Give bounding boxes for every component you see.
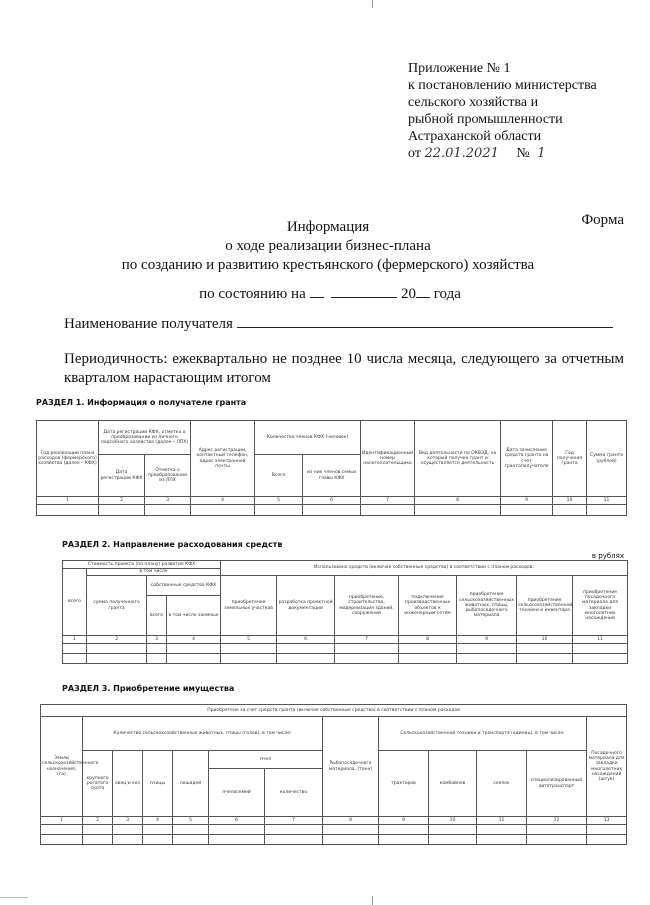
column-number-cell: 11 <box>573 636 628 644</box>
s3-number-row <box>41 817 627 825</box>
data-cell[interactable] <box>429 825 477 835</box>
annex-line: сельского хозяйства и <box>408 95 539 110</box>
column-number-cell: 5 <box>173 817 209 825</box>
data-cell[interactable] <box>209 835 265 845</box>
s1-head-year: Год реализации плана расходов (фермерского) хозяйства (далее – КФХ) <box>37 421 99 497</box>
data-cell[interactable] <box>587 825 627 835</box>
data-cell[interactable] <box>113 835 143 845</box>
column-number-cell: 11 <box>477 817 527 825</box>
data-cell[interactable] <box>143 835 173 845</box>
s1-head-grant-sum: Сумма гранта (рублей) <box>587 421 627 497</box>
s1-head-registration: Дата регистрации КФХ, отметка о преобразовании из личного подсобного хозяйства (далее – ЛПХ) <box>99 421 191 455</box>
column-number-cell: 8 <box>323 817 379 825</box>
handwritten-date: 22.01.2021 <box>424 146 499 161</box>
column-number-cell: 4 <box>143 817 173 825</box>
s2-head-animals: приобретение сельскохозяйственных животных, птицы, рыбопосадочного материала <box>457 576 517 636</box>
recipient-label: Наименование получателя <box>64 316 233 332</box>
scan-mark <box>0 897 28 898</box>
data-cell[interactable] <box>83 825 113 835</box>
as-of-suffix: года <box>433 286 461 302</box>
s3-head-fish: Рыбопосадочного материала, (тонн) <box>323 717 379 817</box>
column-number-cell: 9 <box>457 636 517 644</box>
s3-head-top: Приобретено за счет средств гранта (включая собственные средства) в соответствии с планом расходов <box>41 705 627 717</box>
s1-head-reg-date: Дата регистрации КФХ <box>99 455 145 497</box>
data-cell[interactable] <box>527 835 587 845</box>
column-number-cell: 2 <box>99 497 145 505</box>
column-number-cell: 5 <box>255 497 303 505</box>
title-line: о ходе реализации бизнес-плана <box>225 238 431 254</box>
section1-title: РАЗДЕЛ 1. Информация о получателе гранта <box>36 398 247 407</box>
data-cell[interactable] <box>553 505 587 516</box>
column-number-cell: 3 <box>145 497 191 505</box>
column-number-cell: 9 <box>501 497 553 505</box>
annex-line: рыбной промышленности <box>408 112 563 127</box>
s3-data-row <box>41 825 627 835</box>
column-number-cell: 8 <box>399 636 457 644</box>
s1-head-grant-year: Год получения гранта <box>553 421 587 497</box>
data-cell[interactable] <box>87 644 147 654</box>
section2-title: РАЗДЕЛ 2. Направление расходования средств <box>62 540 283 549</box>
annex-line: к постановлению министерства <box>408 78 597 93</box>
data-cell[interactable] <box>167 654 221 664</box>
column-number-cell: 1 <box>41 817 83 825</box>
form-label: Форма <box>581 212 624 228</box>
section2-unit: в рублях <box>591 552 624 560</box>
data-cell[interactable] <box>147 654 167 664</box>
data-cell[interactable] <box>399 654 457 664</box>
s1-head-lph-mark: Отметка о преобразовании из ЛПХ <box>145 455 191 497</box>
column-number-cell: 2 <box>87 636 147 644</box>
data-cell[interactable] <box>527 825 587 835</box>
data-cell[interactable] <box>63 644 87 654</box>
s2-head-land: приобретение земельных участков <box>221 576 277 636</box>
section2-table <box>62 560 628 664</box>
as-of-year: 20 <box>401 286 416 302</box>
column-number-cell: 5 <box>221 636 277 644</box>
column-number-cell: 1 <box>37 497 99 505</box>
data-cell[interactable] <box>587 835 627 845</box>
column-number-cell: 1 <box>63 636 87 644</box>
s2-head-own-loans: в том числе заемные <box>167 596 221 636</box>
periodicity-text: Периодичность: ежеквартально не позднее 10 числа месяца, следующего за отчетным кварталом нарастающим итогом <box>64 351 624 386</box>
s3-head-cattle: крупного рогатого скота <box>83 751 113 817</box>
scan-mark <box>372 0 373 8</box>
s2-head-machinery: приобретение сельскохозяйственной техники и инвентаря <box>517 576 573 636</box>
data-cell[interactable] <box>429 835 477 845</box>
handwritten-number: 1 <box>537 146 546 161</box>
s2-data-row <box>63 644 628 654</box>
s3-head-combines: комбайнов <box>429 751 477 817</box>
data-cell[interactable] <box>221 644 277 654</box>
s1-head-address: Адрес регистрации, контактный телефон, адрес электронной почты <box>191 421 255 497</box>
s3-data-row <box>41 835 627 845</box>
data-cell[interactable] <box>265 825 323 835</box>
data-cell[interactable] <box>477 835 527 845</box>
number-prefix: № <box>516 146 530 161</box>
column-number-cell: 4 <box>191 497 255 505</box>
s2-head-design: разработка проектной документации <box>277 576 335 636</box>
data-cell[interactable] <box>457 644 517 654</box>
column-number-cell: 10 <box>553 497 587 505</box>
data-cell[interactable] <box>477 825 527 835</box>
s3-head-machinery: Сельскохозяйственной техники и транспорта (единиц), в том числе: <box>379 717 587 751</box>
column-number-cell: 2 <box>83 817 113 825</box>
data-cell[interactable] <box>335 654 399 664</box>
data-cell[interactable] <box>41 825 83 835</box>
s2-head-buildings: приобретение, строительство, модернизация зданий, сооружений <box>335 576 399 636</box>
data-cell[interactable] <box>265 835 323 845</box>
s3-head-tractors: тракторов <box>379 751 429 817</box>
data-cell[interactable] <box>191 505 255 516</box>
data-cell[interactable] <box>379 825 429 835</box>
data-cell[interactable] <box>303 505 361 516</box>
s1-head-okved: Вид деятельности по ОКВЭД, на который получен грант и осуществляется деятельность <box>415 421 501 497</box>
s3-head-horses: лошадей <box>173 751 209 817</box>
annex-date-line <box>408 145 597 162</box>
data-cell[interactable] <box>255 505 303 516</box>
column-number-cell: 13 <box>587 817 627 825</box>
data-cell[interactable] <box>517 654 573 664</box>
annex-line: Астраханской области <box>408 129 542 144</box>
data-cell[interactable] <box>173 825 209 835</box>
annex-block <box>408 60 597 162</box>
s3-head-special: специализированный автотранспорт <box>527 751 587 817</box>
title-line: Информация <box>286 219 370 235</box>
month-blank[interactable] <box>331 297 397 298</box>
s2-head-cost: Стоимость проекта (по плану) развития КФХ <box>63 561 221 569</box>
column-number-cell: 11 <box>587 497 627 505</box>
column-number-cell: 7 <box>361 497 415 505</box>
date-prefix: от <box>408 146 421 161</box>
data-cell[interactable] <box>147 644 167 654</box>
column-number-cell: 7 <box>335 636 399 644</box>
section3-title: РАЗДЕЛ 3. Приобретение имущества <box>62 684 235 693</box>
data-cell[interactable] <box>37 505 99 516</box>
data-cell[interactable] <box>323 835 379 845</box>
data-cell[interactable] <box>277 644 335 654</box>
data-cell[interactable] <box>501 505 553 516</box>
s1-head-members: Количество членов КФХ (человек) <box>255 421 361 455</box>
data-cell[interactable] <box>573 654 628 664</box>
data-cell[interactable] <box>379 835 429 845</box>
annex-line: Приложение № 1 <box>408 61 511 76</box>
column-number-cell: 10 <box>517 636 573 644</box>
data-cell[interactable] <box>573 644 628 654</box>
s1-head-inn: Идентификационный номер налогоплательщика <box>361 421 415 497</box>
s3-head-plants: Посадочного материала для закладки многолетних насаждений (штук) <box>587 717 627 817</box>
scan-mark <box>372 896 373 905</box>
s3-head-bees: пчел <box>209 751 323 769</box>
data-cell[interactable] <box>335 644 399 654</box>
day-blank[interactable] <box>310 297 324 298</box>
recipient-line <box>64 316 613 333</box>
s1-head-total: Всего <box>255 455 303 497</box>
s2-head-own-total: всего <box>147 596 167 636</box>
s3-head-beecount: количество <box>265 769 323 817</box>
title-line: по созданию и развитию крестьянского (фермерского) хозяйства <box>121 257 535 273</box>
data-cell[interactable] <box>457 654 517 664</box>
data-cell[interactable] <box>173 835 209 845</box>
s1-head-date-credit: Дата зачисления средств гранта на счет грантополучателя <box>501 421 553 497</box>
column-number-cell: 6 <box>209 817 265 825</box>
data-cell[interactable] <box>87 654 147 664</box>
s2-head-grant: сумма полученного гранта <box>87 576 147 636</box>
s2-head-incl: в том числе <box>87 569 221 576</box>
s2-head-networks: подключение производственных объектов к инженерным сетям <box>399 576 457 636</box>
column-number-cell: 6 <box>303 497 361 505</box>
section1-table <box>36 420 627 516</box>
s2-head-used: Использовано средств (включая собственные средства) в соответствии с планом расходов: <box>221 561 628 576</box>
data-cell[interactable] <box>209 825 265 835</box>
data-cell[interactable] <box>83 835 113 845</box>
column-number-cell: 8 <box>415 497 501 505</box>
section3-table <box>40 704 627 845</box>
column-number-cell: 3 <box>147 636 167 644</box>
year-blank[interactable] <box>416 297 430 298</box>
s2-head-own: собственные средства КФХ <box>147 576 221 596</box>
s3-head-beecolonies: пчелосемей <box>209 769 265 817</box>
as-of-prefix: по состоянию на <box>199 286 306 302</box>
s2-head-plants: приобретение посадочного материала для закладки многолетних насаждений <box>573 576 628 636</box>
data-cell[interactable] <box>415 505 501 516</box>
data-cell[interactable] <box>113 825 143 835</box>
data-cell[interactable] <box>167 644 221 654</box>
s1-data-row <box>37 505 627 516</box>
data-cell[interactable] <box>221 654 277 664</box>
document-title <box>8 218 648 275</box>
column-number-cell: 7 <box>265 817 323 825</box>
s2-data-row <box>63 654 628 664</box>
s3-head-sheep: овец и коз <box>113 751 143 817</box>
data-cell[interactable] <box>63 654 87 664</box>
data-cell[interactable] <box>517 644 573 654</box>
data-cell[interactable] <box>143 825 173 835</box>
column-number-cell: 4 <box>167 636 221 644</box>
s2-head-cost-total: всего <box>63 569 87 636</box>
s3-head-animals: Количество сельскохозяйственных животных, птицы (голов), в том числе: <box>83 717 323 751</box>
as-of-line <box>10 285 650 304</box>
column-number-cell: 10 <box>429 817 477 825</box>
s3-head-seeders: сеялок <box>477 751 527 817</box>
s2-number-row <box>63 636 628 644</box>
column-number-cell: 3 <box>113 817 143 825</box>
data-cell[interactable] <box>361 505 415 516</box>
recipient-blank[interactable] <box>237 327 613 328</box>
column-number-cell: 6 <box>277 636 335 644</box>
data-cell[interactable] <box>99 505 145 516</box>
data-cell[interactable] <box>323 825 379 835</box>
data-cell[interactable] <box>277 654 335 664</box>
column-number-cell: 12 <box>527 817 587 825</box>
data-cell[interactable] <box>41 835 83 845</box>
data-cell[interactable] <box>399 644 457 654</box>
s1-number-row <box>37 497 627 505</box>
data-cell[interactable] <box>145 505 191 516</box>
column-number-cell: 9 <box>379 817 429 825</box>
s1-head-family: из них членов семьи главы КФХ <box>303 455 361 497</box>
data-cell[interactable] <box>587 505 627 516</box>
s3-head-land: Земли сельскохозяйственного назначения, (га) <box>41 717 83 817</box>
s3-head-poultry: птицы <box>143 751 173 817</box>
